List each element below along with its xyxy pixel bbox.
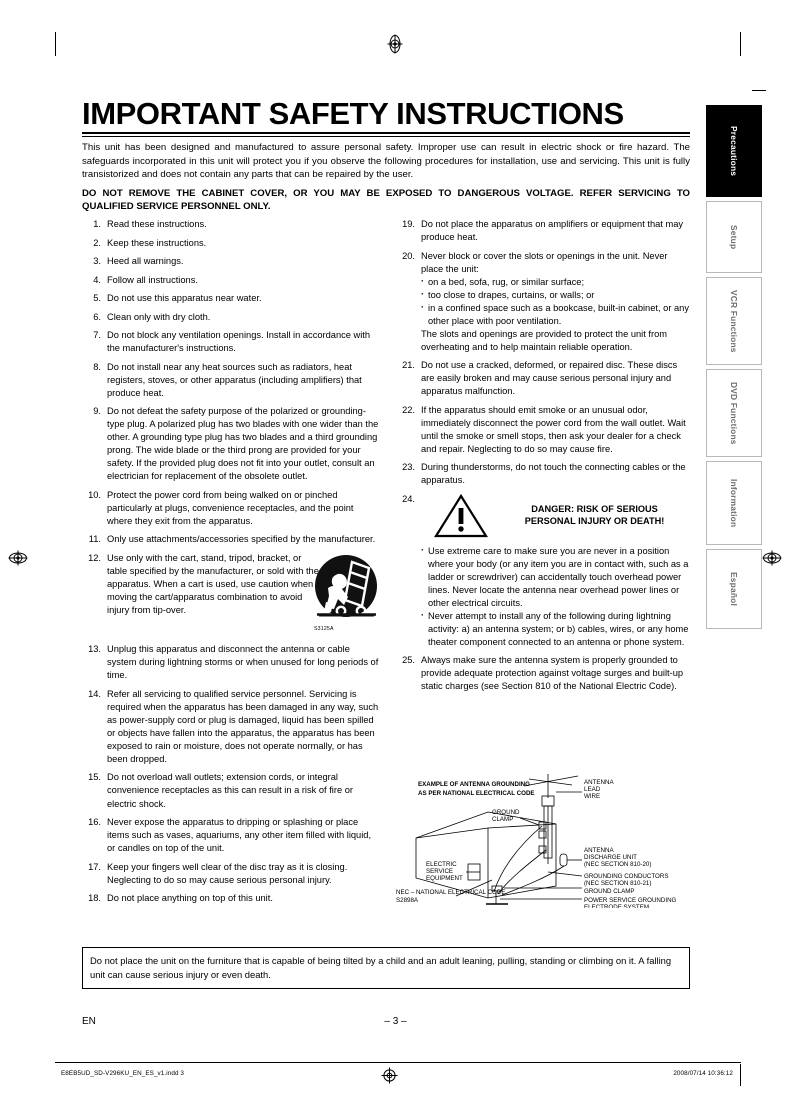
svg-text:GROUND: GROUND <box>492 809 520 816</box>
svg-text:GROUNDING CONDUCTORS: GROUNDING CONDUCTORS <box>584 873 669 880</box>
intro-paragraph: This unit has been designed and manufactured to assure personal safety. Improper use can result in electric shock or fire hazard. The safeguards incorporated in this unit will protect you if you observe the following procedures for installation, use and servicing. This unit is fully transistorized and does not contain any parts that can be repaired by the user. <box>82 142 690 181</box>
tab-label: Precautions <box>729 125 739 177</box>
list-item-number: 8. <box>93 361 101 372</box>
list-item <box>82 688 380 766</box>
footer-file-name: E8EB5UD_SD-V296KU_EN_ES_v1.indd 3 <box>61 1070 185 1077</box>
sub-bullet: · too close to drapes, curtains, or walls; or <box>421 289 692 302</box>
cart-symbol-code: S3125A <box>314 625 334 632</box>
svg-text:ANTENNA: ANTENNA <box>584 847 614 854</box>
list-item-number: 1. <box>93 219 101 229</box>
list-item <box>82 292 380 305</box>
list-item-number: 11. <box>88 534 101 545</box>
svg-text:WIRE: WIRE <box>584 793 601 800</box>
tab-information[interactable] <box>706 461 762 545</box>
list-item-number: 19. <box>402 219 415 229</box>
list-item-text: Clean only with dry cloth. <box>107 311 211 322</box>
list-item <box>82 643 380 682</box>
warning-triangle-icon <box>433 493 489 539</box>
crop-mark-bottom-right <box>740 1064 741 1086</box>
list-item <box>82 552 380 638</box>
danger-bullet-list <box>421 545 692 649</box>
list-item-number: 5. <box>93 293 101 304</box>
list-item-text: Do not use a cracked, deformed, or repaired disc. These discs are easily broken and may cause serious personal injury and apparatus malfunction. <box>421 360 678 397</box>
list-item-number: 6. <box>93 311 101 322</box>
bottom-warning-text: Do not place the unit on the furniture that is capable of being tilted by a child and an adult leaning, pulling, standing or climbing on it. A falling unit can cause serious injury or even death. <box>90 955 672 980</box>
page-title: IMPORTANT SAFETY INSTRUCTIONS <box>82 96 624 131</box>
crop-mark-right-upper <box>752 90 766 91</box>
list-item-number: 14. <box>88 688 101 699</box>
list-item-text: Heed all warnings. <box>107 256 184 267</box>
list-item <box>82 771 380 810</box>
list-item-number: 3. <box>93 256 101 267</box>
list-item-number: 25. <box>402 655 415 666</box>
list-item-number: 10. <box>88 489 101 500</box>
list-item <box>396 654 692 693</box>
crop-mark-top-left <box>55 32 56 56</box>
list-item-text: Do not defeat the safety purpose of the polarized or grounding-type plug. A polarized plug has two blades with one wider than the other. A grounding type plug has two blades and a third grounding prong. The wide blade or the third prong are provided for your safety. If the provided plug does not fit into your outlet, consult an electrician for replacement of the obsolete outlet. <box>107 406 379 482</box>
list-item <box>82 329 380 355</box>
svg-text:ANTENNA: ANTENNA <box>584 779 614 786</box>
svg-text:CLAMP: CLAMP <box>492 816 514 823</box>
tab-dvd-functions[interactable] <box>706 369 762 457</box>
danger-heading-line1: DANGER: RISK OF SERIOUS <box>531 503 658 514</box>
list-item-number: 24. <box>402 493 415 504</box>
diagram-heading-line2: AS PER NATIONAL ELECTRICAL CODE <box>418 790 535 797</box>
list-item-text: Protect the power cord from being walked on or pinched particularly at plugs, convenience receptacles, and the point where they exit from the apparatus. <box>107 489 354 526</box>
sub-bullet: · in a confined space such as a bookcase, built-in cabinet, or any other place with poor ventilation. <box>421 302 692 328</box>
list-item-text: During thunderstorms, do not touch the connecting cables or the apparatus. <box>421 462 686 486</box>
list-item-number: 7. <box>93 330 101 341</box>
svg-text:(NEC SECTION 810-21): (NEC SECTION 810-21) <box>584 880 652 887</box>
list-item-number: 21. <box>402 360 415 371</box>
sub-bullet: · Use extreme care to make sure you are never in a position where your body (or any item you are in contact with, such as a ladder or screwdriver) can accidentally touch overhead power lines. Never locate the antenna near overhead power lines or other electrical circuits. <box>421 545 692 610</box>
list-item-text: Keep these instructions. <box>107 237 207 248</box>
footer-timestamp: 2008/07/14 10:36:12 <box>673 1070 733 1077</box>
list-item <box>82 816 380 855</box>
svg-text:DISCHARGE UNIT: DISCHARGE UNIT <box>584 854 637 861</box>
tab-vcr-functions[interactable] <box>706 277 762 365</box>
list-item-text: Only use attachments/accessories specified by the manufacturer. <box>107 534 376 545</box>
list-item-text: If the apparatus should emit smoke or an unusual odor, immediately disconnect the power cord from the wall outlet. Wait until the smoke or smell stops, then ask your dealer for a check and repair. Neglecting to do so may cause fire. <box>421 404 686 454</box>
list-item <box>82 274 380 287</box>
footer-rule <box>55 1062 741 1063</box>
list-item-text: Use only with the cart, stand, tripod, bracket, or table specified by the manufacturer, or sold with the apparatus. When a cart is used, use caution when moving the cart/apparatus combination to avoid injury from tip-over. <box>107 552 319 615</box>
list-item-number: 17. <box>88 861 101 872</box>
safety-list-right-column <box>396 218 692 699</box>
list-item <box>396 218 692 244</box>
registration-mark-bottom <box>381 1067 398 1084</box>
list-item-text: Follow all instructions. <box>107 274 198 285</box>
list-item-number: 12. <box>88 552 101 563</box>
registration-mark-left <box>8 548 28 568</box>
list-item <box>396 359 692 398</box>
list-item-text: Do not overload wall outlets; extension cords, or integral convenience receptacles as this can result in a risk of fire or electric shock. <box>107 772 353 809</box>
title-rule <box>82 132 690 137</box>
sub-bullet-list <box>421 276 692 328</box>
list-item-number: 2. <box>93 237 101 248</box>
list-item <box>396 250 692 354</box>
list-item <box>82 489 380 528</box>
list-item-text: Unplug this apparatus and disconnect the antenna or cable system during lightning storms or when unused for long periods of time. <box>107 644 379 681</box>
footer-page-number: – 3 – <box>384 1016 407 1027</box>
intro-block <box>82 141 690 214</box>
list-item-number: 4. <box>93 274 101 285</box>
registration-mark-right <box>762 548 782 568</box>
tab-setup[interactable] <box>706 201 762 273</box>
list-item-text: Refer all servicing to qualified service personnel. Servicing is required when the apparatus has been damaged in any way, such as power-supply cord or plug is damaged, liquid has been spilled or objects have fallen into the apparatus, the apparatus has been exposed to rain or moisture, does not operate normally, or has been dropped. <box>107 688 379 764</box>
antenna-grounding-diagram <box>396 768 692 908</box>
list-item-text: Do not use this apparatus near water. <box>107 293 262 304</box>
danger-heading <box>497 504 692 528</box>
list-item-tail-text: The slots and openings are provided to protect the unit from overheating and to help maintain reliable operation. <box>421 328 667 352</box>
list-item <box>82 311 380 324</box>
list-item-number: 18. <box>88 893 101 904</box>
svg-text:S2898A: S2898A <box>396 897 419 904</box>
list-item <box>396 404 692 456</box>
list-item-text: Do not block any ventilation openings. Install in accordance with the manufacturer's instructions. <box>107 330 371 354</box>
sub-bullet: · on a bed, sofa, rug, or similar surface; <box>421 276 692 289</box>
tab-label: Español <box>729 572 739 606</box>
list-item-number: 23. <box>402 462 415 473</box>
sub-bullet: · Never attempt to install any of the following during lightning activity: a) an antenna system; or b) cables, wires, or any home theater component connected to an antenna or phone system. <box>421 610 692 649</box>
intro-bold-warning: DO NOT REMOVE THE CABINET COVER, OR YOU MAY BE EXPOSED TO DANGEROUS VOLTAGE. REFER SERVICING TO QUALIFIED SERVICE PERSONNEL ONLY. <box>82 187 690 213</box>
list-item-number: 15. <box>88 772 101 783</box>
list-item <box>82 861 380 887</box>
tab-label: Setup <box>729 224 739 250</box>
list-item-number: 16. <box>88 817 101 828</box>
bottom-warning-box <box>82 947 690 989</box>
svg-text:NEC – NATIONAL ELECTRICAL CODE: NEC – NATIONAL ELECTRICAL CODE <box>396 889 506 896</box>
list-item-text: Do not place anything on top of this unit. <box>107 893 273 904</box>
svg-text:GROUND CLAMP: GROUND CLAMP <box>584 888 635 895</box>
footer-language-code: EN <box>82 1016 96 1027</box>
list-item <box>82 361 380 400</box>
list-item-text: Never expose the apparatus to dripping or splashing or place items such as vases, aquariums, any other item filled with liquid, or candles on top of the unit. <box>107 817 372 854</box>
svg-text:POWER SERVICE GROUNDING: POWER SERVICE GROUNDING <box>584 897 677 904</box>
crop-mark-top-right <box>740 32 741 56</box>
cart-tip-over-warning-icon <box>312 554 380 632</box>
list-item <box>82 533 380 546</box>
list-item <box>82 405 380 483</box>
diagram-heading-line1: EXAMPLE OF ANTENNA GROUNDING <box>418 781 530 788</box>
list-item-text: Do not place the apparatus on amplifiers or equipment that may produce heat. <box>421 219 684 243</box>
list-item-number: 20. <box>402 250 415 261</box>
tab-label: Information <box>729 478 739 528</box>
tab-espanol[interactable] <box>706 549 762 629</box>
tab-precautions[interactable] <box>706 105 762 197</box>
svg-text:ELECTRIC: ELECTRIC <box>426 861 457 868</box>
list-item <box>396 461 692 487</box>
svg-text:LEAD: LEAD <box>584 786 601 793</box>
svg-text:SERVICE: SERVICE <box>426 868 454 875</box>
list-item <box>82 237 380 250</box>
list-item <box>82 255 380 268</box>
danger-heading-line2: PERSONAL INJURY OR DEATH! <box>524 515 665 526</box>
list-item-text: Keep your fingers well clear of the disc tray as it is closing. Neglecting to do so may cause serious personal injury. <box>107 861 348 885</box>
tab-label: DVD Functions <box>729 381 739 445</box>
list-item <box>82 892 380 905</box>
list-item-number: 13. <box>88 644 101 655</box>
list-item-text: Do not install near any heat sources such as radiators, heat registers, stoves, or other apparatus (including amplifiers) that produce heat. <box>107 361 362 398</box>
list-item-text: Always make sure the antenna system is properly grounded to provide adequate protection against voltage surges and built-up static charges (see Section 810 of the National Electric Code). <box>421 655 684 692</box>
tab-label: VCR Functions <box>729 289 739 353</box>
list-item-text: Never block or cover the slots or openings in the unit. Never place the unit: <box>421 250 668 274</box>
section-tabs <box>706 105 762 633</box>
list-item <box>82 218 380 231</box>
list-item-number: 22. <box>402 404 415 415</box>
list-item-danger <box>396 493 692 649</box>
svg-text:EQUIPMENT: EQUIPMENT <box>426 875 463 882</box>
page-title-block <box>82 98 690 137</box>
safety-list-left-column <box>82 218 380 911</box>
svg-text:ELECTRODE SYSTEM: ELECTRODE SYSTEM <box>584 904 649 908</box>
list-item-text: Read these instructions. <box>107 219 207 229</box>
svg-text:(NEC SECTION 810-20): (NEC SECTION 810-20) <box>584 861 652 868</box>
list-item-number: 9. <box>93 406 101 417</box>
registration-mark-top <box>385 34 405 54</box>
